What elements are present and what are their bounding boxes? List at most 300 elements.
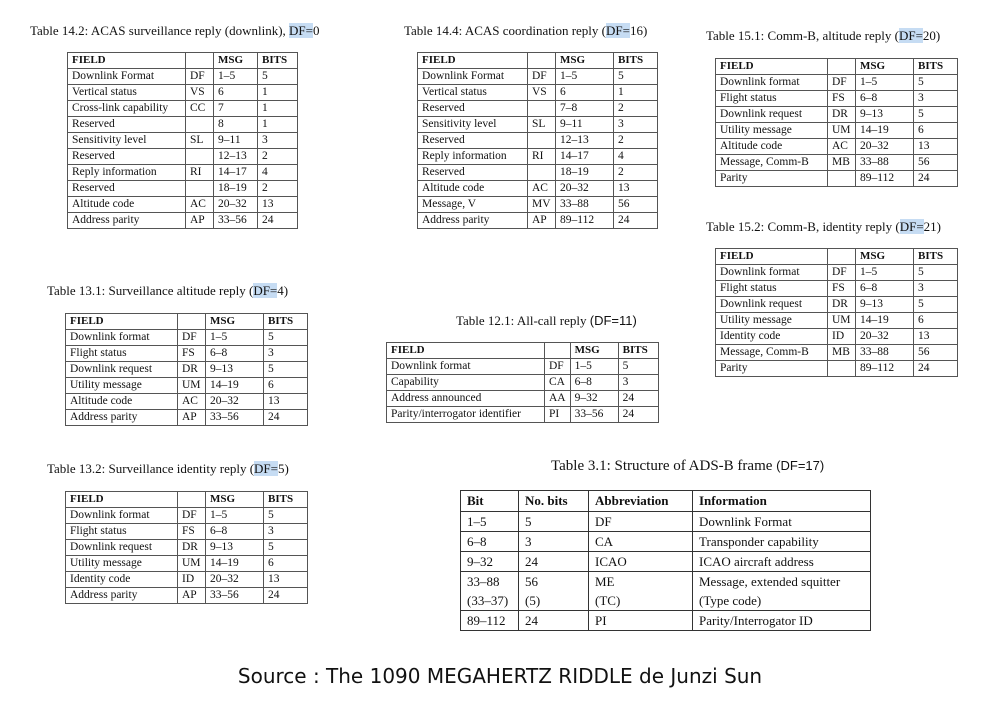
- table-cell: 3: [618, 375, 658, 391]
- table-cell: 4: [614, 149, 658, 165]
- table-cell: [461, 552, 519, 572]
- table-cell: PI: [545, 407, 571, 423]
- table-cell: Reply information: [68, 165, 186, 181]
- table-row: [68, 117, 298, 133]
- table-cell: [528, 133, 556, 149]
- table-cell: VS: [186, 85, 214, 101]
- cell-line: (5): [525, 593, 541, 608]
- table-cell: 24: [914, 171, 958, 187]
- table-row: [418, 213, 658, 229]
- table-cell: 56: [914, 345, 958, 361]
- table-row: [716, 171, 958, 187]
- table-row: [66, 410, 308, 426]
- table-15-2: [715, 248, 958, 377]
- table-cell: 33–56: [214, 213, 258, 229]
- table-cell: 5: [264, 330, 308, 346]
- table-cell: ID: [828, 329, 856, 345]
- table-cell: 1–5: [206, 508, 264, 524]
- table-cell: 24: [258, 213, 298, 229]
- table-cell: Sensitivity level: [418, 117, 528, 133]
- table-row: [716, 345, 958, 361]
- source-citation: Source : The 1090 MEGAHERTZ RIDDLE de Junzi Sun: [237, 664, 763, 688]
- column-header: BITS: [258, 53, 298, 69]
- table-cell: [519, 552, 589, 572]
- table-row: [66, 540, 308, 556]
- table-cell: 9–11: [214, 133, 258, 149]
- header-row: [461, 491, 871, 512]
- table-cell: Reserved: [68, 181, 186, 197]
- column-header: [528, 53, 556, 69]
- table-row: [716, 139, 958, 155]
- table-row: [716, 361, 958, 377]
- cell-line: 24: [525, 613, 538, 628]
- table-cell: 1–5: [214, 69, 258, 85]
- column-header: MSG: [214, 53, 258, 69]
- table-cell: 3: [258, 133, 298, 149]
- column-header: FIELD: [418, 53, 528, 69]
- cell-line: DF: [595, 514, 612, 529]
- table-row: [68, 165, 298, 181]
- cell-line: 5: [525, 514, 532, 529]
- table-cell: 24: [618, 391, 658, 407]
- table-cell: 13: [258, 197, 298, 213]
- table-row: [418, 69, 658, 85]
- table-cell: 33–56: [206, 410, 264, 426]
- column-header: BITS: [914, 59, 958, 75]
- table-cell: 6–8: [206, 524, 264, 540]
- caption-highlight: DF=: [898, 28, 923, 43]
- table-cell: UM: [178, 378, 206, 394]
- table-cell: 5: [614, 69, 658, 85]
- cell-line: 1–5: [467, 514, 487, 529]
- table-cell: DF: [186, 69, 214, 85]
- caption-text: Table 14.2: ACAS surveillance reply (downlink),: [30, 23, 290, 38]
- table-cell: 1: [258, 85, 298, 101]
- column-header: MSG: [570, 343, 618, 359]
- table-cell: Altitude code: [716, 139, 828, 155]
- table-cell: 20–32: [206, 572, 264, 588]
- table-cell: SL: [186, 133, 214, 149]
- table-cell: [589, 532, 693, 552]
- header-row: [716, 59, 958, 75]
- table-cell: 6: [214, 85, 258, 101]
- table-cell: Downlink request: [66, 362, 178, 378]
- table-cell: 6–8: [856, 91, 914, 107]
- table-cell: [519, 572, 589, 611]
- table-row: [387, 359, 659, 375]
- table-cell: DF: [178, 508, 206, 524]
- table-cell: 8: [214, 117, 258, 133]
- column-header: [178, 492, 206, 508]
- table-cell: AC: [178, 394, 206, 410]
- header-row: [716, 249, 958, 265]
- cell-line: Message, extended squitter: [699, 574, 841, 589]
- table-cell: [693, 532, 871, 552]
- header-row: [418, 53, 658, 69]
- table-row: [418, 181, 658, 197]
- table-cell: [589, 572, 693, 611]
- table-cell: Reserved: [418, 133, 528, 149]
- table-cell: 24: [614, 213, 658, 229]
- table-cell: 6: [914, 313, 958, 329]
- table-cell: DR: [828, 297, 856, 313]
- cell-line: (Type code): [699, 593, 762, 608]
- table-cell: Downlink format: [716, 75, 828, 91]
- table-cell: SL: [528, 117, 556, 133]
- caption-text: Table 14.4: ACAS coordination reply (: [404, 23, 607, 38]
- table-cell: [461, 572, 519, 611]
- table-cell: 18–19: [214, 181, 258, 197]
- table-row: [68, 213, 298, 229]
- table-cell: FS: [828, 91, 856, 107]
- caption-highlight: DF=: [899, 219, 924, 234]
- table-cell: Message, V: [418, 197, 528, 213]
- table-cell: 33–88: [856, 345, 914, 361]
- table-row: [716, 297, 958, 313]
- table-row: [418, 133, 658, 149]
- column-header: FIELD: [716, 59, 828, 75]
- table-cell: Downlink request: [66, 540, 178, 556]
- table-row: [68, 149, 298, 165]
- table-row: [716, 75, 958, 91]
- cell-line: Transponder capability: [699, 534, 819, 549]
- column-header: MSG: [856, 249, 914, 265]
- table-cell: 24: [264, 410, 308, 426]
- table-cell: UM: [828, 313, 856, 329]
- table-row: [68, 101, 298, 117]
- table-row: [387, 375, 659, 391]
- column-header: BITS: [264, 314, 308, 330]
- caption-highlight: DF=: [289, 23, 313, 38]
- table-row: [461, 512, 871, 532]
- column-header: FIELD: [68, 53, 186, 69]
- table-13-2: [65, 491, 308, 604]
- caption-text: Table 3.1: Structure of ADS-B frame: [551, 458, 773, 474]
- table-cell: 20–32: [206, 394, 264, 410]
- table-cell: [589, 611, 693, 631]
- table-cell: Reply information: [418, 149, 528, 165]
- table-15-1: [715, 58, 958, 187]
- caption-table-13-2: [47, 461, 289, 477]
- table-cell: 5: [264, 508, 308, 524]
- caption-table-14-2: [30, 23, 320, 39]
- column-header: BITS: [614, 53, 658, 69]
- table-cell: AP: [528, 213, 556, 229]
- table-cell: Address parity: [66, 588, 178, 604]
- table-cell: 13: [264, 572, 308, 588]
- table-row: [68, 133, 298, 149]
- caption-text: Table 12.1: All-call reply: [456, 313, 590, 328]
- table-cell: 56: [614, 197, 658, 213]
- table-cell: 20–32: [556, 181, 614, 197]
- table-row: [66, 394, 308, 410]
- column-header: BITS: [264, 492, 308, 508]
- table-cell: 13: [914, 139, 958, 155]
- table-row: [68, 85, 298, 101]
- table-cell: RI: [186, 165, 214, 181]
- table-row: [418, 165, 658, 181]
- table-cell: [461, 611, 519, 631]
- table-cell: AC: [528, 181, 556, 197]
- caption-table-14-4: [404, 23, 647, 39]
- cell-line: ICAO aircraft address: [699, 554, 814, 569]
- table-cell: [186, 117, 214, 133]
- table-cell: [528, 165, 556, 181]
- table-cell: Flight status: [66, 524, 178, 540]
- table-cell: Address announced: [387, 391, 545, 407]
- table-cell: Reserved: [68, 117, 186, 133]
- column-header: Information: [693, 491, 871, 512]
- table-cell: 3: [264, 524, 308, 540]
- table-cell: 9–13: [856, 107, 914, 123]
- table-cell: Downlink format: [387, 359, 545, 375]
- cell-line: 6–8: [467, 534, 487, 549]
- table-cell: AP: [178, 588, 206, 604]
- table-cell: 1: [258, 117, 298, 133]
- caption-table-13-1: [47, 283, 288, 299]
- table-cell: 6: [914, 123, 958, 139]
- table-row: [461, 572, 871, 611]
- table-cell: Downlink request: [716, 107, 828, 123]
- table-cell: [693, 572, 871, 611]
- table-cell: CC: [186, 101, 214, 117]
- table-cell: 3: [264, 346, 308, 362]
- table-cell: Capability: [387, 375, 545, 391]
- table-cell: 4: [258, 165, 298, 181]
- table-cell: 89–112: [856, 171, 914, 187]
- table-cell: 9–13: [856, 297, 914, 313]
- table-cell: 9–32: [570, 391, 618, 407]
- table-cell: AC: [186, 197, 214, 213]
- table-cell: [461, 532, 519, 552]
- table-row: [716, 281, 958, 297]
- table-cell: ID: [178, 572, 206, 588]
- caption-text-end: 21): [923, 219, 941, 234]
- table-cell: Cross-link capability: [68, 101, 186, 117]
- table-cell: Message, Comm-B: [716, 345, 828, 361]
- column-header: Abbreviation: [589, 491, 693, 512]
- table-cell: Flight status: [716, 91, 828, 107]
- table-cell: AA: [545, 391, 571, 407]
- table-cell: 1–5: [556, 69, 614, 85]
- table-row: [387, 407, 659, 423]
- table-cell: [693, 611, 871, 631]
- table-cell: Vertical status: [418, 85, 528, 101]
- table-row: [68, 181, 298, 197]
- cell-line: (33–37): [467, 593, 509, 608]
- caption-df-note: (DF=17): [776, 458, 825, 473]
- table-cell: Sensitivity level: [68, 133, 186, 149]
- table-cell: 5: [914, 297, 958, 313]
- table-row: [716, 107, 958, 123]
- table-cell: FS: [178, 524, 206, 540]
- table-cell: [528, 101, 556, 117]
- caption-text-end: 0: [313, 23, 320, 38]
- table-cell: 20–32: [214, 197, 258, 213]
- table-cell: UM: [828, 123, 856, 139]
- column-header: FIELD: [387, 343, 545, 359]
- table-cell: Vertical status: [68, 85, 186, 101]
- table-cell: Address parity: [66, 410, 178, 426]
- table-cell: Altitude code: [418, 181, 528, 197]
- table-row: [716, 91, 958, 107]
- table-row: [716, 313, 958, 329]
- table-row: [418, 101, 658, 117]
- table-cell: UM: [178, 556, 206, 572]
- table-cell: AP: [186, 213, 214, 229]
- table-cell: AC: [828, 139, 856, 155]
- table-row: [66, 362, 308, 378]
- table-cell: 14–17: [556, 149, 614, 165]
- table-cell: 14–19: [856, 123, 914, 139]
- cell-line: Parity/Interrogator ID: [699, 613, 813, 628]
- column-header: [545, 343, 571, 359]
- caption-text-end: 4): [277, 283, 289, 298]
- table-cell: 5: [914, 265, 958, 281]
- table-row: [66, 330, 308, 346]
- table-12-1: [386, 342, 659, 423]
- table-row: [716, 155, 958, 171]
- table-row: [68, 197, 298, 213]
- table-cell: [828, 171, 856, 187]
- table-row: [716, 329, 958, 345]
- table-cell: Downlink format: [66, 330, 178, 346]
- caption-table-12-1: [456, 313, 637, 329]
- cell-line: 56: [525, 574, 538, 589]
- table-cell: 2: [258, 149, 298, 165]
- table-cell: 14–17: [214, 165, 258, 181]
- column-header: MSG: [556, 53, 614, 69]
- cell-line: (TC): [595, 593, 621, 608]
- caption-table-15-2: [706, 219, 941, 235]
- table-cell: DF: [828, 75, 856, 91]
- table-cell: 9–11: [556, 117, 614, 133]
- table-14-2: [67, 52, 298, 229]
- table-cell: 6–8: [856, 281, 914, 297]
- table-cell: 5: [914, 75, 958, 91]
- table-cell: 5: [264, 540, 308, 556]
- table-cell: Altitude code: [68, 197, 186, 213]
- caption-text: Table 13.2: Surveillance identity reply (: [47, 461, 255, 476]
- table-cell: [589, 512, 693, 532]
- table-row: [66, 588, 308, 604]
- table-row: [66, 508, 308, 524]
- column-header: FIELD: [66, 492, 178, 508]
- table-cell: Utility message: [716, 123, 828, 139]
- table-cell: Parity: [716, 171, 828, 187]
- cell-line: Downlink Format: [699, 514, 792, 529]
- header-row: [387, 343, 659, 359]
- table-cell: CA: [545, 375, 571, 391]
- table-cell: Utility message: [66, 556, 178, 572]
- table-cell: 6–8: [206, 346, 264, 362]
- table-cell: Downlink Format: [418, 69, 528, 85]
- table-cell: 13: [614, 181, 658, 197]
- cell-line: 89–112: [467, 613, 506, 628]
- table-cell: 20–32: [856, 139, 914, 155]
- table-cell: 7–8: [556, 101, 614, 117]
- table-cell: DF: [545, 359, 571, 375]
- table-row: [418, 197, 658, 213]
- table-cell: MB: [828, 345, 856, 361]
- table-cell: 2: [614, 133, 658, 149]
- caption-text: Table 15.1: Comm-B, altitude reply (: [706, 28, 899, 43]
- table-cell: DR: [828, 107, 856, 123]
- table-cell: Utility message: [66, 378, 178, 394]
- table-cell: 18–19: [556, 165, 614, 181]
- column-header: [828, 59, 856, 75]
- table-cell: DR: [178, 362, 206, 378]
- table-cell: Downlink Format: [68, 69, 186, 85]
- table-cell: 33–56: [570, 407, 618, 423]
- cell-line: 9–32: [467, 554, 493, 569]
- table-cell: 1–5: [856, 75, 914, 91]
- table-cell: 3: [614, 117, 658, 133]
- table-row: [66, 524, 308, 540]
- table-cell: 33–88: [856, 155, 914, 171]
- table-cell: DF: [528, 69, 556, 85]
- caption-text: Table 13.1: Surveillance altitude reply (: [47, 283, 254, 298]
- table-cell: 6: [556, 85, 614, 101]
- table-cell: DF: [828, 265, 856, 281]
- table-cell: 1–5: [856, 265, 914, 281]
- cell-line: ME: [595, 574, 615, 589]
- table-cell: Identity code: [716, 329, 828, 345]
- column-header: FIELD: [716, 249, 828, 265]
- column-header: No. bits: [519, 491, 589, 512]
- column-header: Bit: [461, 491, 519, 512]
- table-cell: Identity code: [66, 572, 178, 588]
- table-cell: [186, 149, 214, 165]
- table-row: [461, 532, 871, 552]
- cell-line: CA: [595, 534, 614, 549]
- table-cell: 13: [264, 394, 308, 410]
- table-cell: [519, 512, 589, 532]
- caption-text: Table 15.2: Comm-B, identity reply (: [706, 219, 900, 234]
- table-cell: 3: [914, 91, 958, 107]
- header-row: [68, 53, 298, 69]
- table-cell: Reserved: [68, 149, 186, 165]
- table-row: [387, 391, 659, 407]
- table-cell: [461, 512, 519, 532]
- table-cell: MB: [828, 155, 856, 171]
- table-row: [66, 346, 308, 362]
- column-header: MSG: [856, 59, 914, 75]
- table-cell: 1–5: [206, 330, 264, 346]
- table-cell: 1: [614, 85, 658, 101]
- table-cell: 9–13: [206, 362, 264, 378]
- column-header: BITS: [618, 343, 658, 359]
- table-cell: 5: [258, 69, 298, 85]
- table-cell: [693, 552, 871, 572]
- table-cell: 2: [258, 181, 298, 197]
- table-row: [418, 117, 658, 133]
- cell-line: 24: [525, 554, 538, 569]
- table-cell: AP: [178, 410, 206, 426]
- table-cell: Downlink format: [716, 265, 828, 281]
- header-row: [66, 314, 308, 330]
- table-cell: 56: [914, 155, 958, 171]
- table-cell: RI: [528, 149, 556, 165]
- table-cell: Parity/interrogator identifier: [387, 407, 545, 423]
- cell-line: 33–88: [467, 574, 500, 589]
- table-cell: [519, 611, 589, 631]
- table-cell: 24: [264, 588, 308, 604]
- header-row: [66, 492, 308, 508]
- table-cell: Downlink request: [716, 297, 828, 313]
- table-cell: Message, Comm-B: [716, 155, 828, 171]
- table-cell: Utility message: [716, 313, 828, 329]
